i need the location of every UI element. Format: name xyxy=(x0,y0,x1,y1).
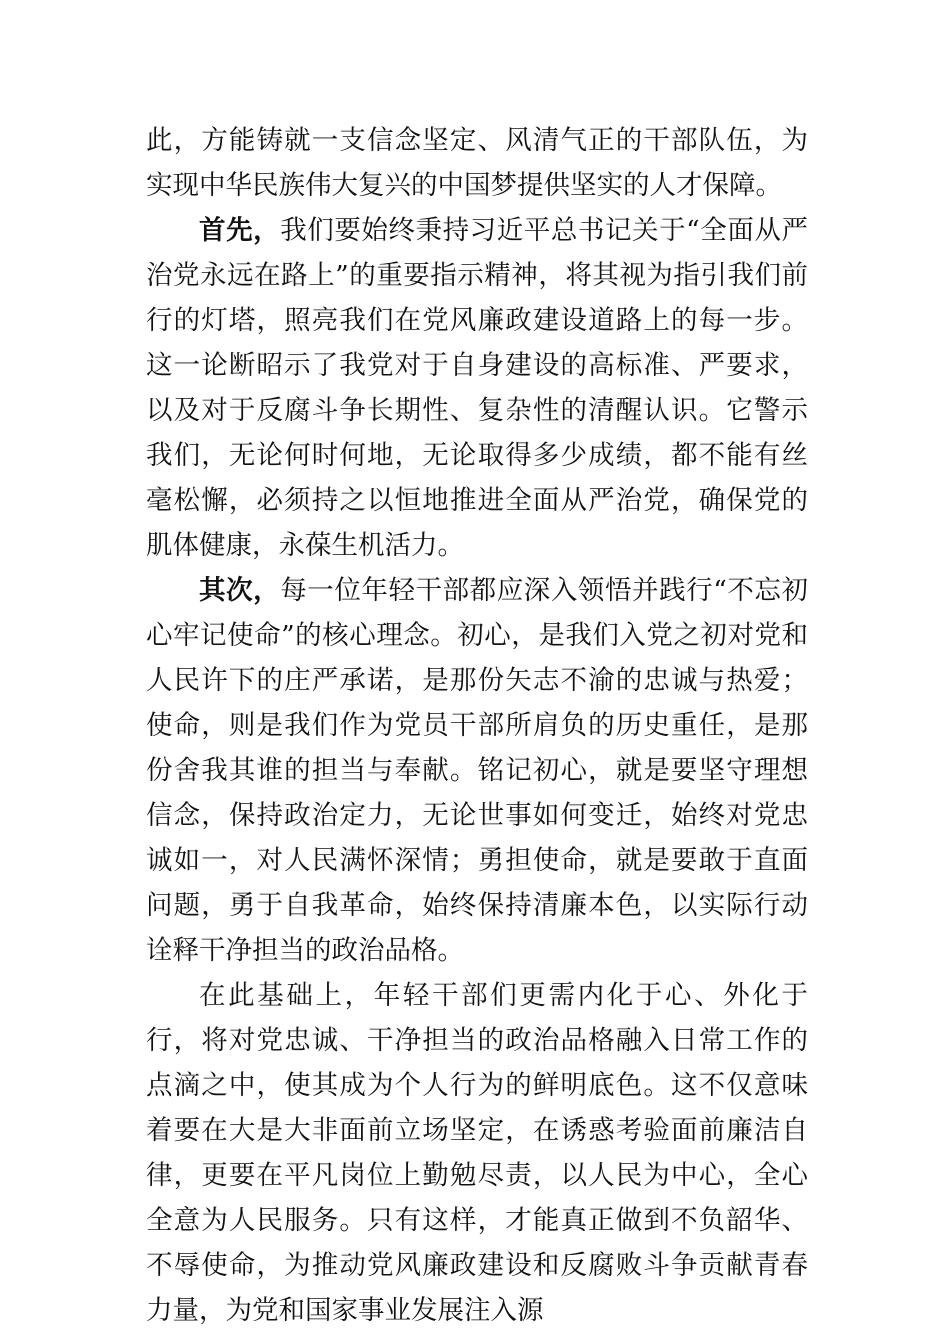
paragraph-lead-heading: 其次， xyxy=(199,575,281,606)
paragraph-text: 我们要始终秉持习近平总书记关于“全面从严治党永远在路上”的重要指示精神，将其视为指引我们前行的灯塔，照亮我们在党风廉政建设道路上的每一步。这一论断昭示了我党对于自身建设的高标准、严要求，以及对于反腐斗争长期性、复杂性的清醒认识。它警示我们，无论何时何地，无论取得多少成绩，都不能有丝毫松懈，必须持之以恒地推进全面从严治党，确保党的肌体健康，永葆生机活力。 xyxy=(146,215,808,561)
paragraph-foundation xyxy=(146,973,808,1333)
paragraph-text: 此，方能铸就一支信念坚定、风清气正的干部队伍，为实现中华民族伟大复兴的中国梦提供坚实的人才保障。 xyxy=(146,125,808,201)
paragraph-second-point xyxy=(146,568,808,973)
paragraph-continuation xyxy=(146,118,808,208)
paragraph-text: 每一位年轻干部都应深入领悟并践行“不忘初心牢记使命”的核心理念。初心，是我们入党之初对党和人民许下的庄严承诺，是那份矢志不渝的忠诚与热爱；使命，则是我们作为党员干部所肩负的历史重任，是那份舍我其谁的担当与奉献。铭记初心，就是要坚守理想信念，保持政治定力，无论世事如何变迁，始终对党忠诚如一，对人民满怀深情；勇担使命，就是要敢于直面问题，勇于自我革命，始终保持清廉本色，以实际行动诠释干净担当的政治品格。 xyxy=(146,575,808,966)
paragraph-lead-heading: 首先， xyxy=(199,215,281,246)
paragraph-first-point xyxy=(146,208,808,568)
document-body xyxy=(146,118,808,1333)
paragraph-text: 在此基础上，年轻干部们更需内化于心、外化于行，将对党忠诚、干净担当的政治品格融入日常工作的点滴之中，使其成为个人行为的鲜明底色。这不仅意味着要在大是大非面前立场坚定，在诱惑考验面前廉洁自律，更要在平凡岗位上勤勉尽责，以人民为中心，全心全意为人民服务。只有这样，才能真正做到不负韶华、不辱使命，为推动党风廉政建设和反腐败斗争贡献青春力量，为党和国家事业发展注入源 xyxy=(146,980,808,1326)
